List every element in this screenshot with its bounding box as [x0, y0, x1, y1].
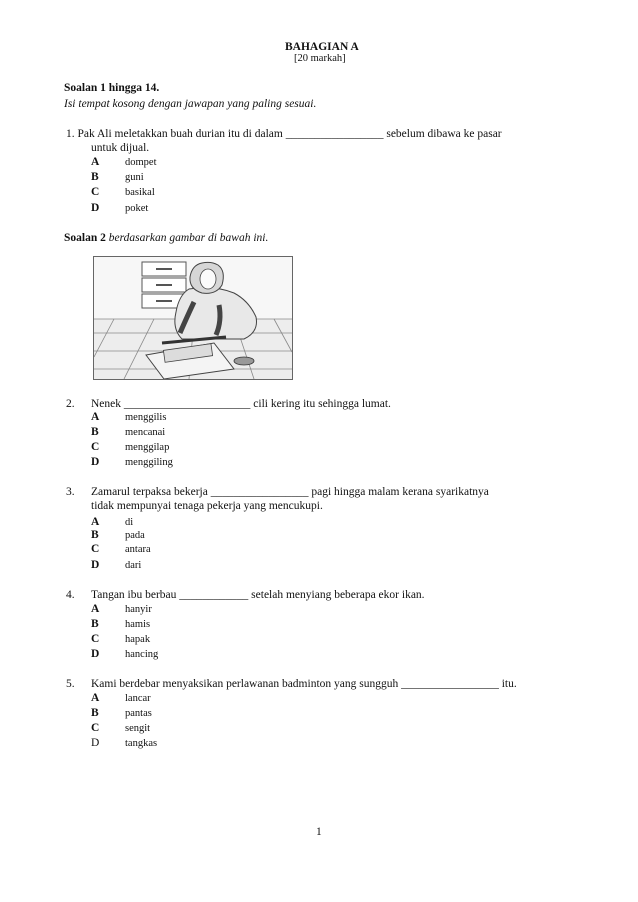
question-5-text: Kami berdebar menyaksikan perlawanan badminton yang sungguh _________________ itu.: [91, 678, 517, 690]
option-text[interactable]: pada: [125, 530, 145, 541]
question-3-text-cont: tidak mempunyai tenaga pekerja yang mencukupi.: [91, 500, 323, 512]
question-2-text: Nenek ______________________ cili kering itu sehingga lumat.: [91, 398, 391, 410]
option-letter: D: [91, 202, 100, 214]
question-4-number: 4.: [66, 589, 75, 601]
woman-rolling-dough-illustration: [94, 257, 292, 379]
option-text[interactable]: dari: [125, 560, 142, 571]
option-letter: A: [91, 692, 100, 704]
option-text[interactable]: di: [125, 517, 134, 528]
option-text[interactable]: lancar: [125, 693, 151, 704]
option-letter: D: [91, 456, 100, 468]
page-title: BAHAGIAN A: [285, 41, 359, 53]
option-letter: B: [91, 171, 99, 183]
option-text[interactable]: hapak: [125, 634, 151, 645]
option-letter: A: [91, 156, 100, 168]
option-letter: D: [91, 648, 100, 660]
option-letter: C: [91, 722, 100, 734]
option-letter: B: [91, 618, 99, 630]
question-illustration: [93, 256, 293, 380]
option-text[interactable]: mencanai: [125, 427, 166, 438]
question-5-number: 5.: [66, 678, 75, 690]
option-text[interactable]: sengit: [125, 723, 151, 734]
question-2-number: 2.: [66, 398, 75, 410]
option-letter: B: [91, 426, 99, 438]
option-letter: A: [91, 516, 100, 528]
section-2-heading: [64, 232, 268, 244]
option-letter: C: [91, 543, 100, 555]
option-letter: A: [91, 603, 100, 615]
option-text[interactable]: antara: [125, 544, 151, 555]
page-number: 1: [316, 826, 322, 838]
option-letter: D: [91, 737, 100, 749]
option-letter: B: [91, 529, 99, 541]
question-1-text-cont: untuk dijual.: [91, 142, 150, 154]
option-text[interactable]: pantas: [125, 708, 152, 719]
option-letter: A: [91, 411, 100, 423]
question-3-number: 3.: [66, 486, 75, 498]
option-text[interactable]: dompet: [125, 157, 157, 168]
option-letter: C: [91, 441, 100, 453]
option-letter: B: [91, 707, 99, 719]
option-text[interactable]: menggilis: [125, 412, 167, 423]
option-letter: C: [91, 186, 100, 198]
option-text[interactable]: tangkas: [125, 738, 158, 749]
option-text[interactable]: guni: [125, 172, 144, 183]
option-text[interactable]: menggiling: [125, 457, 173, 468]
question-3-text: Zamarul terpaksa bekerja _________________ pagi hingga malam kerana syarikatnya: [91, 486, 489, 498]
section-2-label: Soalan 2: [64, 232, 106, 244]
question-4-text: Tangan ibu berbau ____________ setelah menyiang beberapa ekor ikan.: [91, 589, 425, 601]
question-1-text: 1. Pak Ali meletakkan buah durian itu di dalam _________________ sebelum dibawa ke pasar: [66, 128, 502, 140]
option-text[interactable]: hancing: [125, 649, 159, 660]
option-letter: D: [91, 559, 100, 571]
option-text[interactable]: menggilap: [125, 442, 170, 453]
option-letter: C: [91, 633, 100, 645]
section-2-instruction: berdasarkan gambar di bawah ini.: [105, 232, 269, 244]
section-heading: Soalan 1 hingga 14.: [64, 82, 160, 94]
option-text[interactable]: basikal: [125, 187, 155, 198]
marks-label: [20 markah]: [294, 53, 346, 64]
option-text[interactable]: poket: [125, 203, 149, 214]
section-instruction: Isi tempat kosong dengan jawapan yang paling sesuai.: [64, 98, 317, 110]
option-text[interactable]: hamis: [125, 619, 151, 630]
option-text[interactable]: hanyir: [125, 604, 152, 615]
